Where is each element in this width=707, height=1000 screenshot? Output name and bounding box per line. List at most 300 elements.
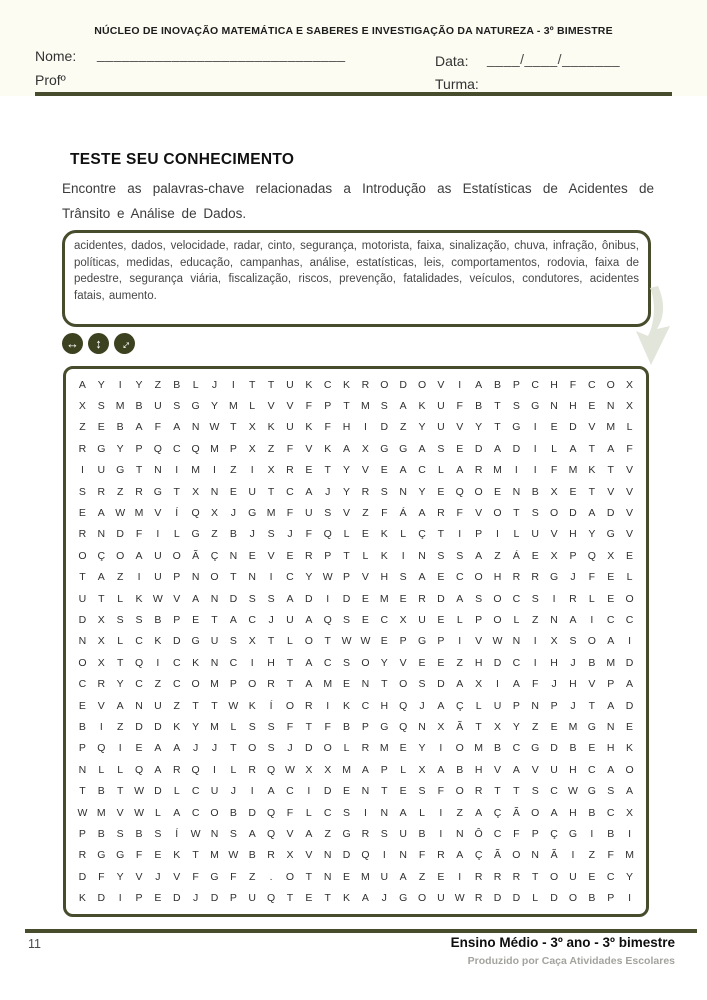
grid-cell: N (323, 849, 332, 862)
date-label: Data: (435, 53, 469, 69)
date-blank-line: ____/____/_______ (487, 51, 621, 67)
grid-cell: D (493, 892, 502, 905)
grid-cell: E (343, 678, 351, 691)
grid-cell: L (117, 592, 124, 605)
grid-cell: G (248, 507, 257, 520)
grid-cell: S (607, 785, 615, 798)
grid-cell: S (437, 442, 445, 455)
grid-cell: O (531, 806, 540, 819)
grid-cell: J (211, 378, 218, 391)
grid-cell: C (172, 442, 181, 455)
grid-cell: P (343, 571, 351, 584)
grid-cell: I (382, 849, 386, 862)
grid-cell: S (267, 528, 275, 541)
section-title: TESTE SEU CONHECIMENTO (70, 151, 295, 168)
grid-cell: M (493, 464, 502, 477)
grid-cell: E (361, 528, 369, 541)
grid-cell: P (324, 549, 332, 562)
grid-cell: N (550, 400, 558, 413)
grid-cell: K (192, 656, 200, 669)
grid-cell: I (628, 828, 632, 841)
grid-cell: M (379, 592, 389, 605)
grid-cell: C (588, 378, 596, 391)
grid-cell: O (210, 571, 219, 584)
grid-cell: Ç (418, 528, 426, 541)
grid-cell: J (325, 485, 331, 498)
grid-cell: G (606, 528, 615, 541)
word-list-box (62, 230, 651, 327)
grid-cell: T (381, 785, 388, 798)
grid-cell: Y (418, 742, 426, 755)
grid-cell: L (588, 592, 595, 605)
grid-cell: I (250, 785, 254, 798)
grid-cell: L (173, 785, 180, 798)
grid-cell: D (625, 656, 634, 669)
grid-cell: D (229, 592, 238, 605)
grid-cell: A (437, 763, 445, 776)
grid-cell: Q (455, 485, 464, 498)
grid-cell: A (399, 806, 407, 819)
grid-cell: G (191, 528, 200, 541)
grid-cell: G (342, 828, 351, 841)
grid-cell: I (118, 742, 122, 755)
grid-cell: E (550, 721, 558, 734)
grid-cell: F (135, 528, 143, 541)
grid-cell: T (324, 635, 331, 648)
grid-cell: S (380, 828, 388, 841)
grid-cell: W (285, 763, 295, 776)
grid-cell: N (210, 485, 219, 498)
grid-cell: H (380, 699, 389, 712)
grid-cell: H (474, 656, 483, 669)
grid-cell: J (230, 507, 236, 520)
grid-cell: O (455, 785, 464, 798)
grid-cell: B (493, 742, 501, 755)
grid-cell: X (248, 635, 256, 648)
footer-divider (25, 929, 697, 933)
grid-cell: K (305, 421, 313, 434)
grid-cell: R (474, 785, 483, 798)
grid-cell: T (116, 656, 124, 669)
grid-cell: N (210, 592, 219, 605)
grid-cell: U (97, 464, 106, 477)
grid-cell: B (154, 614, 162, 627)
grid-cell: D (305, 742, 313, 755)
grid-cell: W (492, 635, 503, 648)
grid-cell: Q (153, 442, 162, 455)
grid-cell: Ç (97, 549, 106, 562)
grid-cell: O (116, 549, 125, 562)
grid-cell: Z (116, 571, 124, 584)
grid-cell: I (571, 849, 575, 862)
grid-cell: E (343, 785, 351, 798)
grid-cell: S (135, 614, 143, 627)
grid-cell: U (437, 892, 445, 905)
grid-cell: E (380, 464, 388, 477)
grid-cell: V (267, 400, 275, 413)
grid-cell: Ã (192, 549, 200, 562)
grid-cell: J (419, 699, 425, 712)
grid-cell: E (607, 571, 615, 584)
grid-cell: C (323, 378, 332, 391)
grid-cell: Z (494, 549, 501, 562)
grid-cell: T (324, 892, 331, 905)
grid-cell: S (267, 742, 275, 755)
grid-cell: O (512, 849, 521, 862)
grid-cell: G (97, 849, 106, 862)
grid-cell: S (343, 656, 351, 669)
grid-cell: S (531, 785, 539, 798)
grid-cell: H (569, 763, 577, 776)
grid-cell: O (417, 892, 427, 905)
grid-cell: U (286, 421, 294, 434)
grid-cell: N (399, 849, 407, 862)
grid-cell: F (607, 849, 614, 862)
grid-cell: B (97, 828, 105, 841)
grid-cell: W (341, 635, 352, 648)
grid-cell: E (343, 870, 351, 883)
grid-cell: P (173, 614, 181, 627)
grid-cell: W (152, 592, 163, 605)
grid-cell: A (286, 592, 294, 605)
grid-cell: V (97, 699, 105, 712)
grid-cell: B (135, 828, 143, 841)
grid-cell: E (437, 485, 445, 498)
grid-cell: O (191, 678, 200, 691)
grid-cell: A (135, 421, 143, 434)
grid-cell: Q (134, 763, 144, 776)
grid-cell: R (172, 763, 181, 776)
grid-cell: V (286, 400, 294, 413)
grid-cell: N (361, 678, 370, 691)
grid-cell: L (230, 763, 237, 776)
grid-cell: V (531, 763, 539, 776)
grid-cell: C (135, 678, 143, 691)
grid-cell: M (361, 400, 370, 413)
grid-cell: T (267, 378, 275, 391)
grid-cell: D (154, 721, 162, 734)
grid-cell: I (552, 592, 556, 605)
grid-cell: U (154, 549, 162, 562)
grid-cell: N (606, 400, 615, 413)
grid-cell: Z (230, 464, 237, 477)
grid-cell: Q (399, 721, 408, 734)
grid-cell: U (493, 699, 502, 712)
grid-cell: G (97, 442, 106, 455)
grid-cell: C (606, 806, 615, 819)
grid-cell: D (606, 507, 615, 520)
grid-cell: X (248, 421, 256, 434)
grid-cell: E (588, 400, 596, 413)
grid-cell: C (172, 678, 181, 691)
grid-cell: L (437, 464, 444, 477)
grid-cell: X (210, 507, 218, 520)
grid-cell: E (248, 549, 256, 562)
grid-cell: R (361, 828, 370, 841)
grid-cell: X (418, 763, 426, 776)
grid-cell: F (98, 870, 105, 883)
grid-cell: V (305, 849, 313, 862)
grid-cell: L (475, 699, 482, 712)
grid-cell: T (513, 785, 520, 798)
grid-cell: G (380, 721, 389, 734)
grid-cell: D (625, 699, 634, 712)
grid-cell: M (210, 721, 219, 734)
grid-cell: X (192, 485, 200, 498)
grid-cell: I (326, 592, 330, 605)
grid-cell: T (588, 442, 596, 455)
grid-cell: G (399, 892, 408, 905)
grid-cell: E (437, 656, 445, 669)
grid-cell: U (286, 614, 294, 627)
grid-cell: Q (97, 742, 106, 755)
grid-cell: B (116, 421, 124, 434)
grid-cell: C (286, 571, 294, 584)
grid-cell: H (569, 400, 577, 413)
grid-cell: H (569, 528, 577, 541)
grid-cell: O (361, 656, 370, 669)
grid-cell: I (496, 678, 499, 691)
grid-cell: L (230, 721, 237, 734)
grid-cell: I (175, 464, 179, 477)
grid-cell: S (267, 721, 275, 734)
grid-cell: R (361, 378, 370, 391)
grid-cell: K (135, 592, 143, 605)
grid-cell: N (512, 485, 521, 498)
grid-cell: R (493, 870, 502, 883)
grid-cell: Z (399, 421, 407, 434)
grid-cell: I (533, 656, 537, 669)
grid-cell: O (493, 507, 502, 520)
grid-cell: Ã (512, 806, 520, 819)
grid-cell: F (626, 442, 633, 455)
grid-cell: S (475, 592, 483, 605)
grid-cell: U (154, 400, 162, 413)
grid-cell: O (568, 892, 578, 905)
grid-cell: R (437, 507, 445, 520)
grid-cell: Í (175, 828, 179, 841)
grid-cell: Ç (210, 549, 219, 562)
grid-cell: I (439, 806, 443, 819)
grid-cell: T (286, 678, 294, 691)
grid-cell: O (210, 806, 219, 819)
grid-cell: I (496, 528, 499, 541)
grid-cell: Q (191, 763, 200, 776)
grid-cell: P (135, 892, 143, 905)
grid-cell: P (512, 699, 520, 712)
grid-cell: X (626, 378, 634, 391)
grid-cell: A (192, 592, 200, 605)
grid-cell: X (437, 721, 445, 734)
grid-cell: Q (191, 507, 200, 520)
grid-cell: R (78, 528, 87, 541)
grid-cell: V (173, 592, 181, 605)
grid-cell: Ã (550, 849, 558, 862)
grid-cell: E (305, 892, 313, 905)
grid-cell: I (250, 464, 254, 477)
grid-cell: P (399, 635, 407, 648)
word-search-grid (73, 374, 639, 909)
grid-cell: I (269, 571, 273, 584)
grid-cell: N (550, 614, 558, 627)
grid-cell: F (381, 507, 388, 520)
grid-cell: V (626, 528, 634, 541)
grid-cell: O (493, 592, 502, 605)
grid-cell: R (361, 485, 370, 498)
grid-cell: I (156, 656, 160, 669)
grid-cell: N (323, 870, 332, 883)
grid-cell: T (305, 721, 313, 734)
grid-cell: S (343, 614, 351, 627)
grid-cell: B (607, 828, 615, 841)
grid-cell: D (512, 892, 521, 905)
grid-cell: O (323, 742, 332, 755)
grid-cell: F (456, 400, 463, 413)
grid-cell: Q (267, 892, 276, 905)
grid-cell: U (154, 571, 162, 584)
grid-cell: K (305, 378, 313, 391)
teacher-label: Profº (35, 72, 66, 88)
grid-cell: U (380, 870, 389, 883)
grid-cell: T (230, 742, 237, 755)
grid-cell: K (626, 742, 634, 755)
grid-cell: T (607, 464, 614, 477)
grid-cell: G (210, 870, 219, 883)
grid-cell: J (287, 528, 293, 541)
grid-cell: K (343, 378, 351, 391)
grid-cell: N (512, 635, 521, 648)
grid-cell: Z (116, 485, 124, 498)
grid-cell: Ç (493, 806, 502, 819)
grid-cell: C (455, 571, 464, 584)
grid-cell: O (78, 549, 87, 562)
grid-cell: E (97, 421, 105, 434)
grid-cell: X (550, 635, 558, 648)
grid-cell: T (513, 507, 520, 520)
grid-cell: A (78, 378, 86, 391)
grid-cell: R (305, 699, 313, 712)
grid-cell: R (361, 742, 370, 755)
grid-cell: O (417, 378, 427, 391)
grid-cell: A (116, 699, 124, 712)
grid-cell: J (570, 571, 576, 584)
grid-cell: N (229, 549, 238, 562)
grid-cell: O (550, 507, 559, 520)
grid-cell: D (342, 592, 351, 605)
grid-cell: M (361, 870, 370, 883)
page-number: 11 (28, 937, 41, 951)
grid-cell: L (513, 528, 520, 541)
grid-cell: D (342, 849, 351, 862)
grid-cell: A (418, 571, 426, 584)
word-search-box (63, 366, 649, 917)
grid-cell: O (285, 870, 295, 883)
grid-cell: Ç (550, 828, 558, 841)
grid-cell: Y (418, 485, 426, 498)
grid-cell: E (569, 485, 577, 498)
grid-cell: P (475, 614, 483, 627)
grid-cell: A (569, 614, 577, 627)
grid-cell: E (550, 421, 558, 434)
grid-cell: I (533, 421, 537, 434)
grid-cell: A (399, 400, 407, 413)
grid-cell: N (78, 763, 87, 776)
grid-cell: W (77, 806, 88, 819)
grid-cell: S (78, 485, 86, 498)
grid-cell: Y (475, 421, 483, 434)
grid-cell: M (568, 464, 578, 477)
grid-cell: A (418, 442, 426, 455)
grid-cell: E (361, 592, 369, 605)
grid-cell: A (456, 849, 464, 862)
grid-cell: V (154, 507, 162, 520)
grid-cell: A (607, 699, 615, 712)
grid-cell: J (381, 892, 387, 905)
grid-cell: I (533, 464, 537, 477)
grid-cell: L (173, 528, 180, 541)
grid-cell: X (305, 763, 313, 776)
grid-cell: T (79, 785, 86, 798)
grid-cell: I (213, 464, 216, 477)
grid-cell: I (80, 464, 84, 477)
grid-cell: R (267, 678, 275, 691)
grid-cell: G (587, 721, 596, 734)
grid-cell: X (607, 549, 615, 562)
grid-cell: S (154, 828, 162, 841)
grid-cell: H (569, 806, 577, 819)
grid-cell: X (267, 464, 275, 477)
grid-cell: I (307, 785, 311, 798)
grid-cell: S (343, 806, 351, 819)
grid-cell: H (569, 678, 577, 691)
grid-cell: M (266, 507, 276, 520)
grid-cell: K (154, 635, 162, 648)
grid-cell: A (173, 742, 181, 755)
grid-cell: A (154, 763, 162, 776)
vertical-arrow-icon: ↕ (88, 333, 109, 354)
grid-cell: E (361, 614, 369, 627)
grid-cell: E (418, 656, 426, 669)
grid-cell: M (474, 742, 483, 755)
grid-cell: I (326, 699, 330, 712)
grid-cell: D (78, 614, 87, 627)
grid-cell: N (135, 699, 143, 712)
grid-cell: D (97, 892, 106, 905)
grid-cell: N (191, 571, 200, 584)
grid-cell: G (531, 742, 540, 755)
grid-cell: A (493, 442, 501, 455)
grid-cell: E (437, 870, 445, 883)
grid-cell: A (305, 678, 313, 691)
grid-cell: Y (343, 464, 351, 477)
grid-cell: W (209, 421, 220, 434)
grid-cell: A (361, 892, 369, 905)
grid-cell: V (626, 464, 634, 477)
grid-cell: L (551, 442, 558, 455)
grid-cell: O (587, 635, 596, 648)
grid-cell: X (78, 400, 86, 413)
grid-cell: Q (134, 656, 144, 669)
grid-cell: J (155, 870, 161, 883)
grid-cell: M (228, 400, 238, 413)
grid-cell: W (454, 892, 465, 905)
grid-cell: X (97, 614, 105, 627)
grid-cell: F (192, 870, 199, 883)
grid-cell: T (305, 870, 313, 883)
grid-cell: P (569, 549, 577, 562)
grid-cell: T (230, 571, 237, 584)
grid-cell: N (210, 656, 219, 669)
